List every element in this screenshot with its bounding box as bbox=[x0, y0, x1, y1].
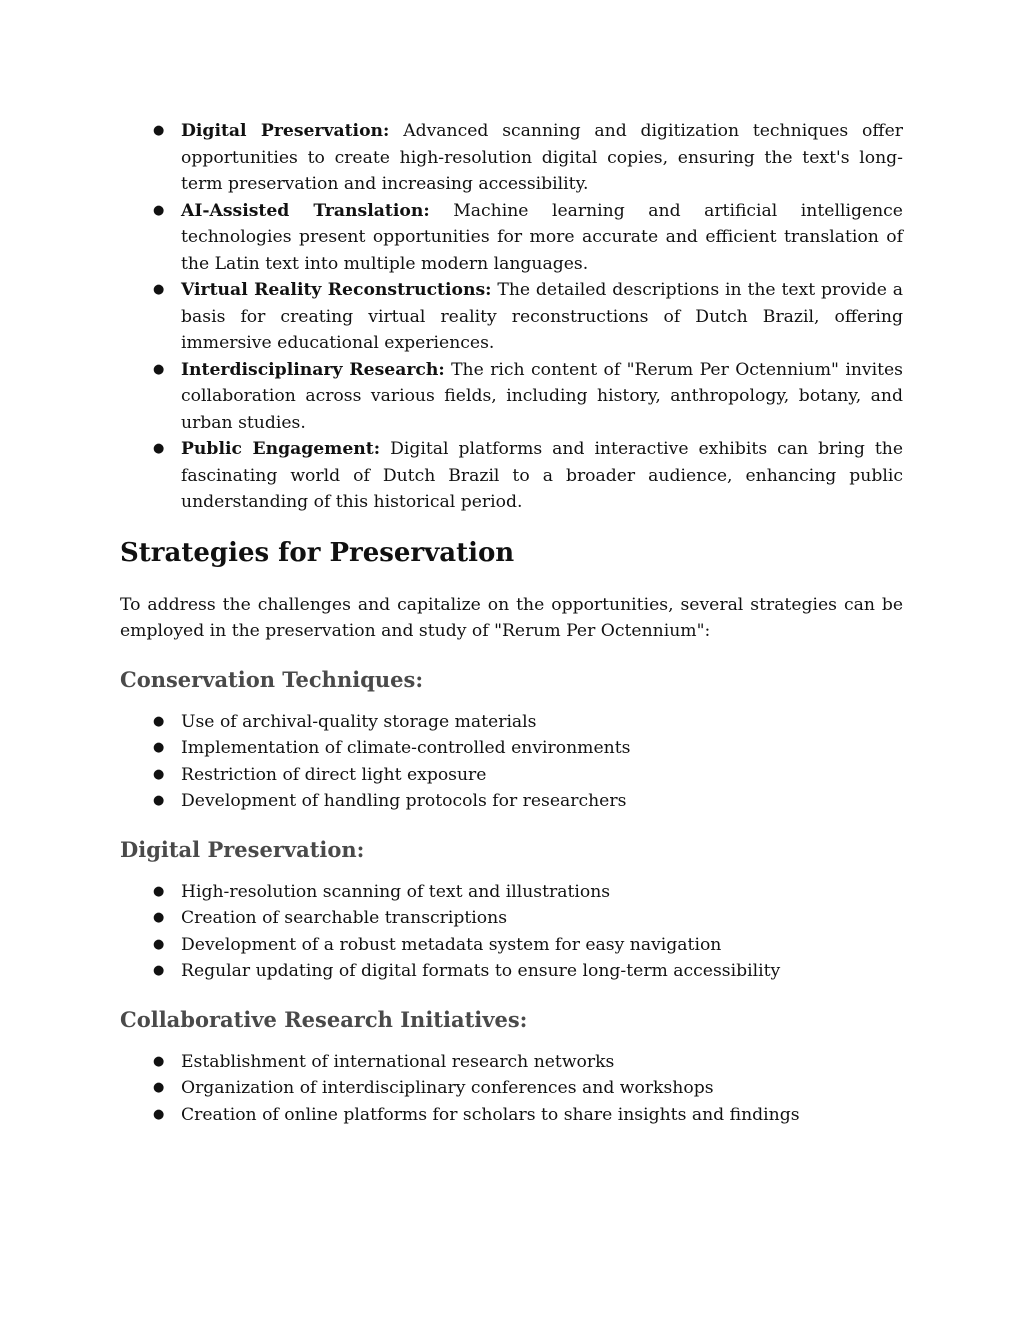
item-text: The rich content of "Rerum Per Octennium" invites collaboration across various fields, including history, anthropology, botany, and urban studies. bbox=[181, 359, 903, 433]
list-item bbox=[120, 958, 903, 985]
item-text: Machine learning and artificial intelligence technologies present opportunities for more accurate and efficient translation of the Latin text into multiple modern languages. bbox=[181, 200, 903, 274]
item-text: Advanced scanning and digitization techniques offer opportunities to create high-resolution digital copies, ensuring the text's long-term preservation and increasing accessibility. bbox=[181, 121, 903, 194]
subheading-conservation: Conservation Techniques: bbox=[120, 666, 424, 692]
bullet-icon: ● bbox=[153, 123, 165, 138]
item-text: Organization of interdisciplinary conferences and workshops bbox=[181, 1078, 714, 1098]
item-text: Digital platforms and interactive exhibits can bring the fascinating world of Dutch Brazil to a broader audience, enhancing public understanding of this historical period. bbox=[181, 439, 903, 512]
list-item bbox=[120, 357, 903, 437]
subheading-digital-preservation: Digital Preservation: bbox=[120, 836, 365, 862]
bullet-icon: ● bbox=[153, 1106, 165, 1122]
item-text: Creation of searchable transcriptions bbox=[181, 908, 508, 928]
item-text: Regular updating of digital formats to ensure long-term accessibility bbox=[181, 961, 781, 981]
item-term: Digital Preservation: bbox=[181, 121, 390, 141]
opportunities-list bbox=[120, 118, 903, 516]
list-item bbox=[120, 1102, 903, 1129]
item-text: Restriction of direct light exposure bbox=[181, 764, 487, 785]
item-text: Development of a robust metadata system for easy navigation bbox=[181, 934, 722, 955]
item-text: The detailed descriptions in the text provide a basis for creating virtual reality reconstructions of Dutch Brazil, offering immersive educational experiences. bbox=[181, 280, 903, 353]
bullet-icon: ● bbox=[153, 1053, 165, 1069]
bullet-icon: ● bbox=[153, 1080, 165, 1095]
bullet-icon: ● bbox=[153, 713, 165, 729]
item-text: Creation of online platforms for scholars to share insights and findings bbox=[181, 1104, 800, 1125]
list-item bbox=[120, 788, 903, 815]
list-item bbox=[120, 118, 903, 198]
conservation-list bbox=[120, 709, 903, 815]
item-text: High-resolution scanning of text and illustrations bbox=[181, 881, 611, 902]
digital-preservation-list bbox=[120, 879, 903, 985]
item-term: Public Engagement: bbox=[181, 439, 381, 459]
list-item bbox=[120, 1075, 903, 1102]
list-item bbox=[120, 905, 903, 932]
section-intro: To address the challenges and capitalize on the opportunities, several strategies can be employed in the preservation and study of "Rerum Per Octennium": bbox=[120, 594, 903, 641]
item-text: Implementation of climate-controlled environments bbox=[181, 738, 631, 758]
subheading-collaborative-research: Collaborative Research Initiatives: bbox=[120, 1006, 528, 1032]
item-term: AI-Assisted Translation: bbox=[181, 200, 430, 221]
bullet-icon: ● bbox=[153, 963, 165, 978]
item-term: Interdisciplinary Research: bbox=[181, 359, 445, 380]
list-item bbox=[120, 1049, 903, 1076]
bullet-icon: ● bbox=[153, 936, 165, 952]
bullet-icon: ● bbox=[153, 793, 165, 808]
list-item bbox=[120, 735, 903, 762]
bullet-icon: ● bbox=[153, 361, 165, 377]
item-text: Use of archival-quality storage materials bbox=[181, 711, 537, 732]
bullet-icon: ● bbox=[153, 441, 165, 456]
item-term: Virtual Reality Reconstructions: bbox=[181, 280, 492, 300]
item-text: Establishment of international research networks bbox=[181, 1051, 615, 1072]
list-item bbox=[120, 932, 903, 959]
bullet-icon: ● bbox=[153, 282, 165, 297]
list-item bbox=[120, 436, 903, 516]
bullet-icon: ● bbox=[153, 202, 165, 218]
list-item bbox=[120, 198, 903, 278]
document-page bbox=[120, 118, 903, 1128]
bullet-icon: ● bbox=[153, 883, 165, 899]
item-text: Development of handling protocols for researchers bbox=[181, 791, 627, 811]
list-item bbox=[120, 879, 903, 906]
section-heading: Strategies for Preservation bbox=[120, 537, 515, 568]
list-item bbox=[120, 762, 903, 789]
list-item bbox=[120, 709, 903, 736]
list-item bbox=[120, 277, 903, 357]
bullet-icon: ● bbox=[153, 740, 165, 755]
collaborative-research-list bbox=[120, 1049, 903, 1129]
bullet-icon: ● bbox=[153, 910, 165, 925]
bullet-icon: ● bbox=[153, 766, 165, 782]
